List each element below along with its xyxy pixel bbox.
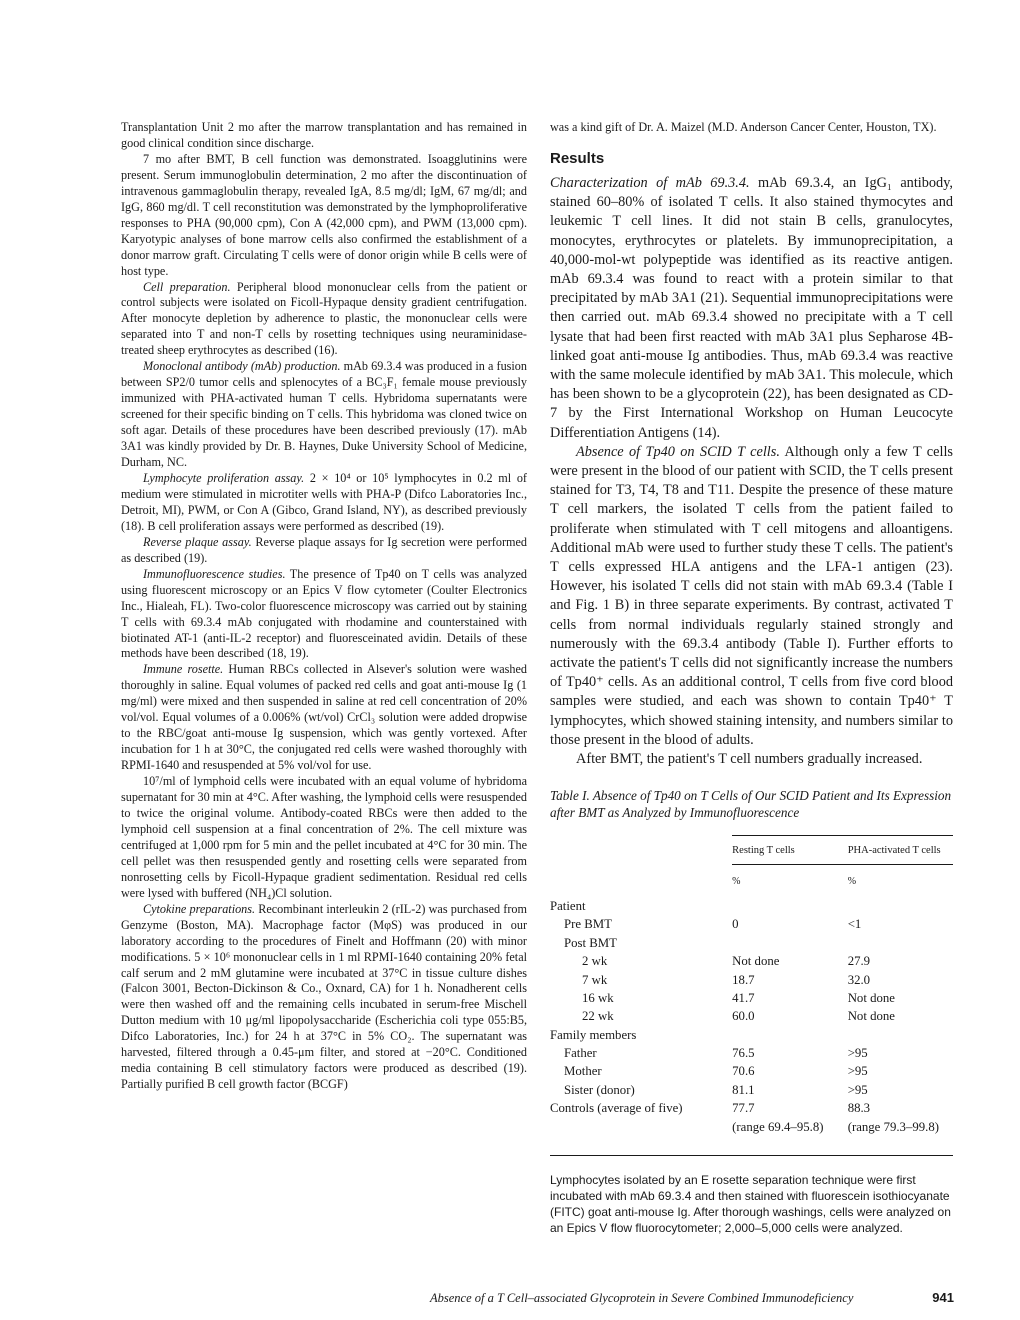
table-header-cell [550, 836, 732, 865]
right-column [550, 120, 953, 1237]
table-row-label: Controls (average of five) [550, 1101, 683, 1116]
paragraph [121, 535, 527, 567]
table-row [550, 916, 953, 934]
section-heading: Reverse plaque assay. [143, 534, 252, 549]
paragraph [121, 662, 527, 774]
table-caption: Table I. Absence of Tp40 on T Cells of Our SCID Patient and Its Expression after BMT as Analyzed by Immunofluorescence [550, 788, 952, 821]
table-header-cell: PHA-activated T cells [848, 836, 953, 865]
table-row [550, 1118, 953, 1136]
table-row-label: Sister (donor) [564, 1082, 635, 1097]
table-footnote: Lymphocytes isolated by an E rosette separation technique were first incubated with mAb 69.3.4 and then stained with fluorescein isothiocyanate (FITC) goat anti-mouse Ig. After thorough washings, cells were analyzed on an Epics V flow fluorocytometer; 2,000–5,000 cells were analyzed. [550, 1172, 951, 1236]
table-unit-cell: % [732, 865, 848, 898]
table-row [550, 1063, 953, 1081]
table-cell: 81.1 [732, 1082, 755, 1097]
page-footer [430, 1291, 954, 1306]
section-heading: Cytokine preparations. [143, 901, 256, 916]
table-row [550, 1026, 953, 1044]
table-cell: Not done [847, 990, 895, 1005]
table-1 [550, 835, 953, 1155]
paragraph-text: 2 × 10⁴ or 10⁵ lymphocytes in 0.2 ml of medium were stimulated in microtiter wells with PHA-P (Difco Laboratories Inc., Detroit, MI), PWM, or Con A (Gibco, Grand Island, NY), as described previously (18). B cell proliferation assays were performed as described (19). [121, 470, 527, 533]
table-row-label: Patient [550, 898, 586, 913]
table-row [550, 1044, 953, 1062]
table-cell [732, 897, 848, 915]
table-row-label: 2 wk [582, 954, 608, 969]
table-row-label: Pre BMT [564, 917, 612, 932]
paragraph-text: Reverse plaque assays for Ig secretion were performed as described (19). [121, 534, 527, 565]
table-cell: 18.7 [732, 972, 755, 987]
table-cell: 60.0 [732, 1009, 755, 1024]
table-cell [732, 1136, 848, 1155]
table-row [550, 1008, 953, 1026]
section-heading: Absence of Tp40 on SCID T cells. [576, 443, 780, 460]
table-cell: 27.9 [847, 954, 871, 969]
paragraph: 7 mo after BMT, B cell function was demonstrated. Isoagglutinins were present. Serum immunoglobulin determination, 2 mo after the discontinuation of intravenous gammaglobulin therapy, revealed IgA, 8.5 mg/dl; IgM, 67 mg/dl; and IgG, 860 mg/dl. T cell reconstitution was demonstrated by the lymphoproliferative responses to PHA (90,000 cpm), Con A (42,000 cpm), and PWM (13,000 cpm). Karyotypic analyses of bone marrow cells also confirmed the establishment of a donor marrow graft. Circulating T cells were of donor origin while B cells were of host type. [121, 151, 527, 278]
table-cell: 70.6 [732, 1064, 755, 1079]
table-row-label: Mother [564, 1064, 602, 1079]
table-cell: >95 [847, 1082, 868, 1097]
table-cell: (range 79.3–99.8) [847, 1119, 940, 1134]
section-heading: Monoclonal antibody (mAb) production. [143, 359, 341, 374]
table-row-label: Family members [550, 1027, 637, 1042]
running-title: Absence of a T Cell–associated Glycoprotein in Severe Combined Immunodeficiency [430, 1291, 854, 1305]
table-cell [848, 897, 953, 915]
table-cell: 77.7 [732, 1101, 755, 1116]
paragraph [121, 359, 527, 471]
paragraph-text: Although only a few T cells were present in the blood of our patient with SCID, the T cells present stained for T3, T4, T8 and T11. Despite the presence of these mature T cell markers, the isolated T cells from the patient failed to proliferate when stimulated with T cell mitogens and alloantigens. Additional mAb were used to further study these T cells. The patient's T cells expressed HLA antigens and the LFA-1 antigen (23). However, his isolated T cells did not stain with mAb 69.3.4 (Table I and Fig. 1 B) in three separate experiments. By contrast, activated T cells from normal individuals regularly stained strongly and numerously with the 69.3.4 antibody (Table I). Further efforts to activate the patient's T cells did not significantly increase the numbers of Tp40⁺ cells. As an additional control, T cells from five cord blood samples were studied, and each was shown to contain Tp40⁺ T lymphocytes, which showed staining intensity, and numbers similar to those present in the blood of adults. [550, 443, 953, 748]
paragraph-text: Peripheral blood mononuclear cells from the patient or control subjects were isolated on Ficoll-Hypaque density gradient centrifugation. After monocyte depletion by adherence to plastic, the mononuclear cells were separated into T and non-T cells by rosetting techniques using neuraminidase-treated sheep erythrocytes as described (16). [121, 279, 528, 358]
table-unit-cell: % [848, 865, 953, 898]
table-header-cell: Resting T cells [732, 836, 848, 865]
section-heading: Immune rosette. [143, 662, 224, 677]
table-cell: 88.3 [847, 1101, 871, 1116]
table-row-label: Post BMT [564, 935, 617, 950]
paragraph: 10⁷/ml of lymphoid cells were incubated with an equal volume of hybridoma supernatant for 30 min at 4°C. After washing, the lymphoid cells were resuspended to twice the original volume. Antibody-coated RBCs were then added to the lymphoid cell suspension at a final concentration of 2%. The cell mixture was centrifuged at 1,000 rpm for 5 min and the pellet incubated at 4°C for 30 min. The cell pellet was then resuspended gently and rosetting cells were separated from nonrosetting cells by Ficoll-Hypaque gradient sedimentation. Residual red cells were lysed with buffered (NH₄)Cl solution. [121, 774, 527, 900]
table-bottom-rule [550, 1136, 953, 1155]
table-cell: 41.7 [732, 990, 755, 1005]
table-cell [848, 1136, 953, 1155]
table-row-label [550, 1118, 732, 1136]
table-cell [550, 1136, 732, 1155]
table-cell: <1 [847, 917, 862, 932]
section-heading: Lymphocyte proliferation assay. [143, 470, 305, 485]
table-row-label: 16 wk [582, 990, 614, 1005]
paragraph [121, 471, 527, 535]
paragraph-text: Human RBCs collected in Alsever's solution were washed thoroughly in saline. Equal volumes of packed red cells and goat anti-mouse Ig (1 mg/ml) were mixed and then suspended in saline at red cell concentration of 20% vol/vol. Equal volumes of a 0.006% (wt/vol) CrCl₃ solution were added dropwise to the RBC/goat anti-mouse Ig suspension, which was gently vortexed. After incubation for 1 h at 30°C, the conjugated red cells were washed thoroughly with RPMI-1640 and resuspended at 5% vol/vol for use. [121, 662, 527, 773]
table-cell: 32.0 [847, 972, 871, 987]
left-column [121, 120, 527, 1093]
paragraph [550, 174, 953, 443]
paragraph [550, 443, 953, 750]
table-row-label: 22 wk [582, 1009, 614, 1024]
table-row [550, 1100, 953, 1118]
table-row [550, 1081, 953, 1099]
table-cell: >95 [847, 1046, 868, 1061]
table-cell [732, 1026, 848, 1044]
paragraph-text: The presence of Tp40 on T cells was analyzed using fluorescent microscopy or an Epics V flow cytometer (Coulter Electronics Inc., Hialeah, FL). Two-color fluorescence microscopy was carried out by staining T cells with 69.3.4 mAb conjugated with rhodamine and counterstained with biotinated AT-1 (anti-IL-2 receptor) and fluoresceinated avidin. Details of these methods have been described (18, 19). [121, 566, 527, 661]
paragraph: was a kind gift of Dr. A. Maizel (M.D. Anderson Cancer Center, Houston, TX). [550, 120, 937, 134]
table-header-row [550, 836, 953, 865]
table-cell: 76.5 [732, 1046, 755, 1061]
table-cell [848, 1026, 953, 1044]
table-row-label: 7 wk [582, 972, 608, 987]
table-row-label: Father [564, 1046, 597, 1061]
paragraph-text: Recombinant interleukin 2 (rIL-2) was purchased from Genzyme (Boston, MA). Macrophage factor (MφS) was produced in our laboratory according to the procedures of Finelt and Hoffmann (20) with minor modifications. 5 × 10⁶ mononuclear cells in 1 ml RPMI-1640 containing 20% fetal calf serum and 2 mM glutamine were incubated at 37°C in tissue culture dishes (Falcon 3001, Becton-Dickinson & Co., Oxnard, CA) for 1 h. Nonadherent cells were then washed off and the remaining cells incubated in serum-free Mischell Dutton medium with 10 μg/ml lipopolysaccharide (Escherichia coli type 055:B5, Difco Laboratories, Inc.) for 24 h at 37°C in 5% CO₂. The supernatant was harvested, filtered through a 0.45-μm filter, and stored at −20°C. Conditioned media containing B cell stimulatory factors were produced as described (19). Partially purified B cell growth factor (BCGF) [121, 901, 527, 1092]
table-cell: (range 69.4–95.8) [732, 1119, 824, 1134]
section-heading: Immunofluorescence studies. [143, 566, 286, 581]
table-row [550, 934, 953, 952]
section-heading: Characterization of mAb 69.3.4. [550, 174, 750, 191]
table-cell: 0 [732, 917, 739, 932]
paragraph: After BMT, the patient's T cell numbers gradually increased. [576, 751, 923, 768]
results-heading: Results [550, 149, 605, 167]
table-cell [732, 934, 848, 952]
table-row [550, 897, 953, 915]
paragraph [121, 902, 527, 1093]
table-cell [848, 934, 953, 952]
section-heading: Cell preparation. [143, 279, 231, 294]
paragraph [121, 280, 527, 360]
paragraph: Transplantation Unit 2 mo after the marrow transplantation and has remained in good clinical condition since discharge. [121, 120, 527, 150]
table-cell [550, 865, 732, 898]
paragraph [121, 567, 527, 663]
page-number: 941 [932, 1290, 954, 1305]
paragraph-text: mAb 69.3.4 was produced in a fusion between SP2/0 tumor cells and splenocytes of a BC₃F₁ female mouse previously immunized with PHA-activated human T cells. Hybridoma supernatants were screened for their specific binding on T cells. This hybridoma was cloned twice on soft agar. Details of these procedures have been described previously (17). mAb 3A1 was kindly provided by Dr. B. Haynes, Duke University School of Medicine, Durham, NC. [121, 359, 527, 470]
table-cell: Not done [732, 954, 780, 969]
table-row [550, 952, 953, 970]
paragraph-text: mAb 69.3.4, an IgG₁ antibody, stained 60–80% of isolated T cells. It also stained thymocytes and leukemic T cell lines. It did not stain B cells, granulocytes, monocytes, erythrocytes or platelets. By immunoprecipitation, a 40,000-mol-wt polypeptide was identified as its reactive antigen. mAb 69.3.4 was found to react with a protein similar to that precipitated by mAb 3A1 (21). Sequential immunoprecipitations were then carried out. mAb 69.3.4 showed no precipitate with a T cell lysate that had been first reacted with mAb 3A1 plus Sepharose 4B-linked goat anti-mouse Ig antibodies. Thus, mAb 69.3.4 was reactive with the same molecule identified by mAb 3A1. This molecule, which has been shown to be a glycoprotein (22), has been designated as CD-7 by the First International Workshop on Human Leucocyte Differentiation Antigens (14). [550, 174, 953, 441]
table-cell: >95 [847, 1064, 868, 1079]
table-row [550, 989, 953, 1007]
table-row [550, 971, 953, 989]
table-units-row [550, 865, 953, 898]
table-cell: Not done [847, 1009, 895, 1024]
